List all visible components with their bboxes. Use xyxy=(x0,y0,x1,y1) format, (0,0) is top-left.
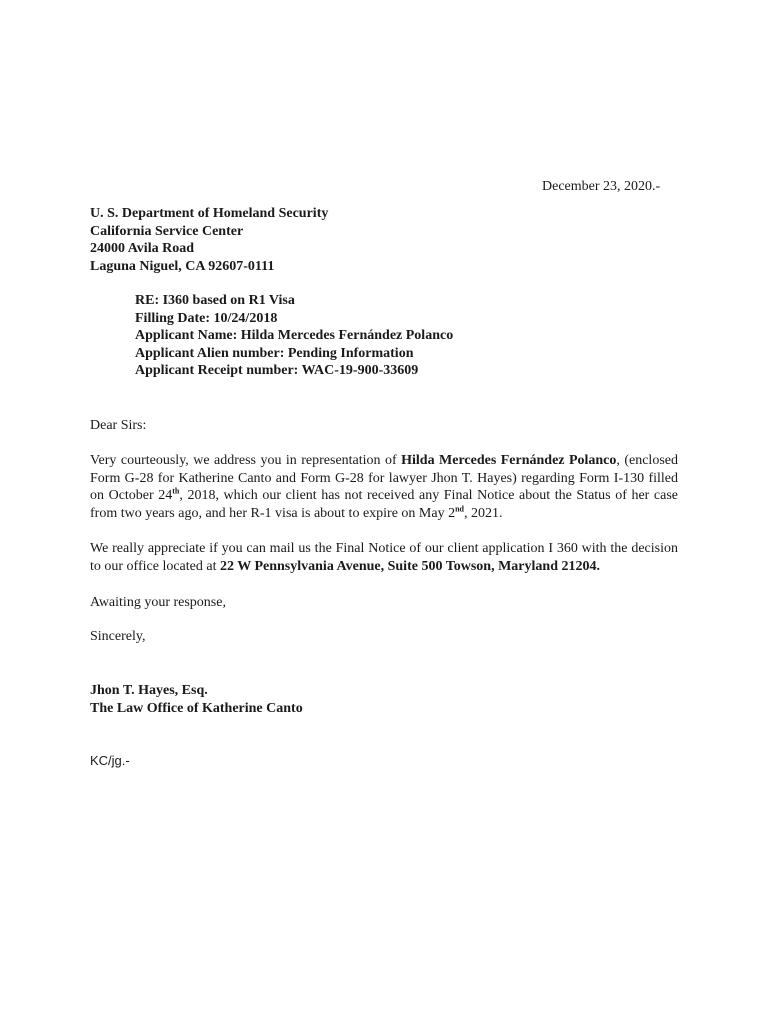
sign-off: Sincerely, xyxy=(90,629,146,644)
para1-text: , 2018, which our client has not received any Final Notice about the Status of her case from two years ago, and her R-1 visa is about to expire on May 2 xyxy=(90,488,679,521)
para1-text: Very courteously, we address you in representation of xyxy=(90,453,402,468)
office-address: 22 W Pennsylvania Avenue, Suite 500 Towson, Maryland 21204. xyxy=(219,558,600,574)
addressee-line: Laguna Niguel, CA 92607-0111 xyxy=(90,258,275,274)
client-name: Hilda Mercedes Fernández Polanco xyxy=(401,453,617,468)
para2-text: We really appreciate if you can mail us the Final Notice of our client application I 360 with the decision to our office located at xyxy=(90,541,678,574)
ordinal-suffix: nd xyxy=(455,503,464,513)
ordinal-suffix: th xyxy=(172,486,180,496)
reference-block xyxy=(135,292,453,380)
signer-name: Jhon T. Hayes, Esq. xyxy=(90,683,208,698)
addressee-line: U. S. Department of Homeland Security xyxy=(90,206,329,221)
body-paragraph-2 xyxy=(90,540,678,575)
reference-line: RE: I360 based on R1 Visa xyxy=(135,293,295,308)
para1-text: , 2021. xyxy=(464,505,503,521)
closing-line: Awaiting your response, xyxy=(90,595,226,610)
reference-line: Applicant Receipt number: WAC-19-900-33609 xyxy=(135,363,419,378)
salutation: Dear Sirs: xyxy=(90,418,147,433)
addressee-block xyxy=(90,205,328,275)
body-paragraph-1 xyxy=(90,452,678,522)
signer-firm: The Law Office of Katherine Canto xyxy=(90,700,303,716)
para1-text: , (enclosed Form G-28 for Katherine Canto and Form G-28 for lawyer Jhon T. Hayes) regarding Form I-130 filled on October 24 xyxy=(90,453,678,503)
reference-line: Applicant Alien number: Pending Information xyxy=(135,345,414,361)
signature-block xyxy=(90,682,303,717)
reference-line: Filling Date: 10/24/2018 xyxy=(135,310,278,326)
addressee-line: 24000 Avila Road xyxy=(90,241,194,256)
letter-date: December 23, 2020.- xyxy=(542,179,661,194)
addressee-line: California Service Center xyxy=(90,223,244,239)
reference-line: Applicant Name: Hilda Mercedes Fernández Polanco xyxy=(135,328,454,343)
reference-initials: KC/jg.- xyxy=(90,753,130,768)
